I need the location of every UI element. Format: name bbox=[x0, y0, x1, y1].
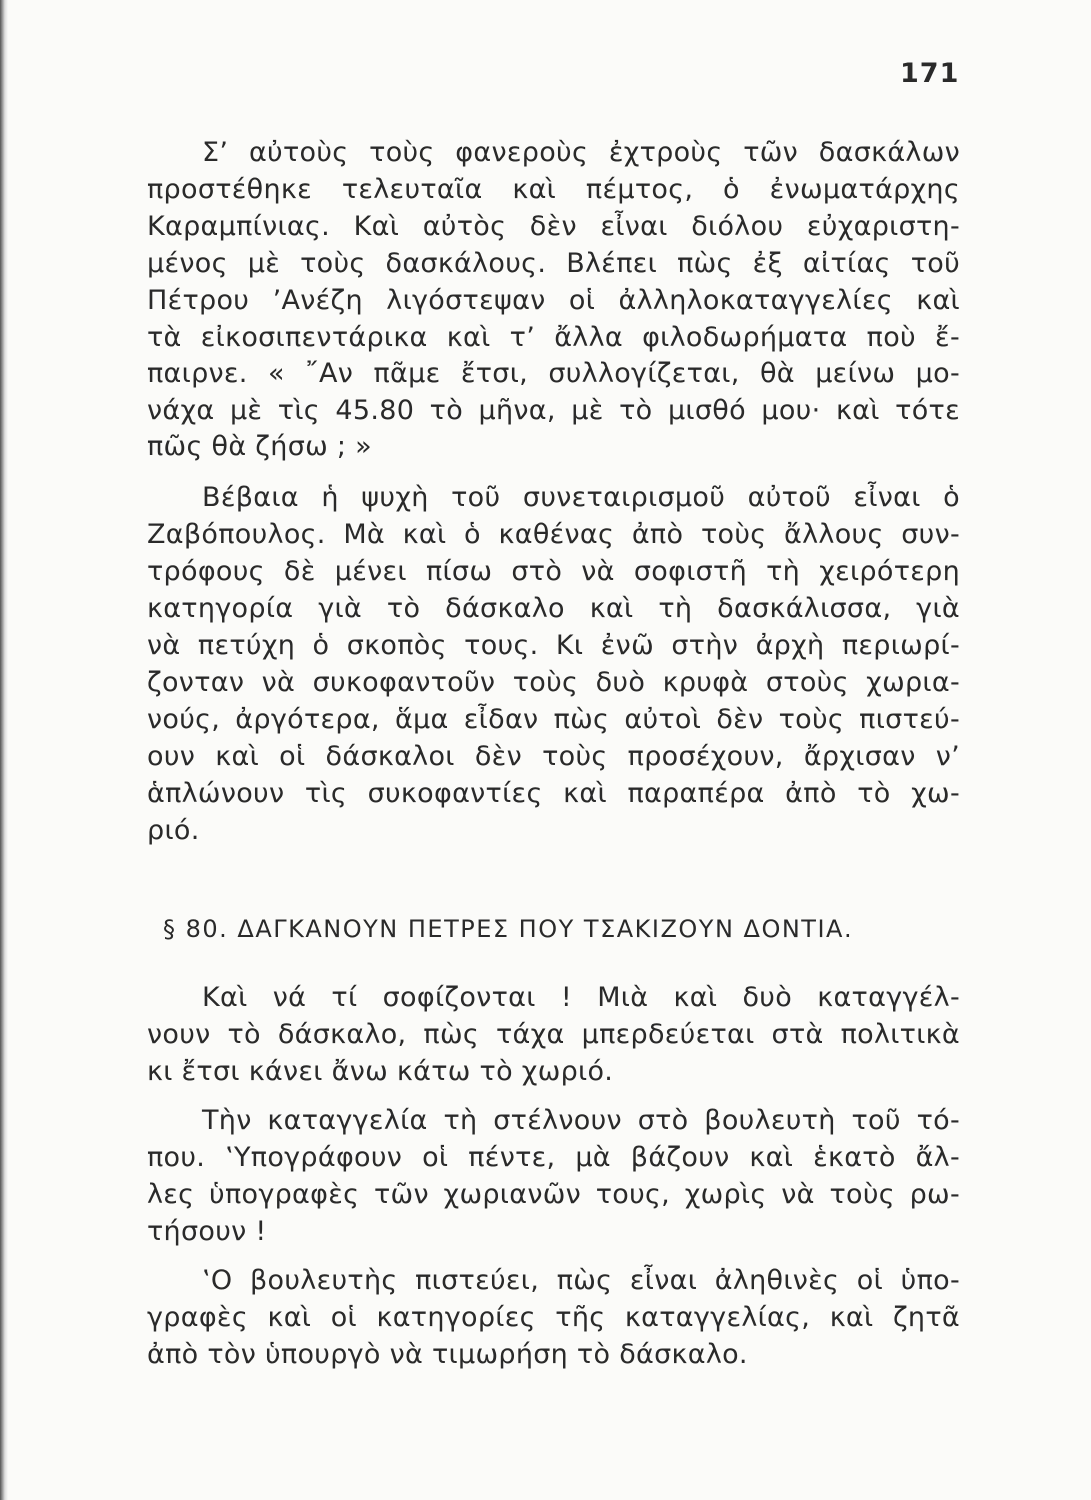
text-line: λες ὑπογραφὲς τῶν χωριανῶν τους, χωρὶς νὰ τοὺς ρω- bbox=[147, 1179, 960, 1210]
text-line: ζονταν νὰ συκοφαντοῦν τοὺς δυὸ κρυφὰ στοὺς χωρια- bbox=[147, 667, 960, 698]
text-line: νάχα μὲ τὶς 45.80 τὸ μῆνα, μὲ τὸ μισθό μου· καὶ τότε bbox=[147, 395, 960, 426]
text-line: κι ἔτσι κάνει ἄνω κάτω τὸ χωριό. bbox=[147, 1056, 614, 1087]
text-line: Βέβαια ἡ ψυχὴ τοῦ συνεταιρισμοῦ αὐτοῦ εἶναι ὁ bbox=[202, 482, 960, 513]
text-line: Πέτρου ’Ανέζη λιγόστεψαν οἱ ἀλληλοκαταγγελίες καὶ bbox=[147, 285, 960, 316]
text-line: νὰ πετύχη ὁ σκοπὸς τους. Κι ἐνῶ στὴν ἀρχὴ περιωρί- bbox=[147, 630, 960, 661]
section-heading: § 80. ΔΑΓΚΑΝΟΥΝ ΠΕΤΡΕΣ ΠΟΥ ΤΣΑΚΙΖΟΥΝ ΔΟΝΤΙΑ. bbox=[163, 915, 854, 943]
text-line: πῶς θὰ ζήσω ; » bbox=[147, 431, 372, 462]
text-line: ἀπὸ τὸν ὑπουργὸ νὰ τιμωρήση τὸ δάσκαλο. bbox=[147, 1339, 748, 1370]
text-line: τήσουν ! bbox=[147, 1216, 267, 1247]
text-line: προστέθηκε τελευταῖα καὶ πέμτος, ὁ ἐνωματάρχης bbox=[147, 174, 960, 205]
text-line: Καὶ νά τί σοφίζονται ! Μιὰ καὶ δυὸ καταγγέλ- bbox=[202, 982, 960, 1013]
text-line: νούς, ἀργότερα, ἅμα εἶδαν πὼς αὐτοὶ δὲν τοὺς πιστεύ- bbox=[147, 704, 960, 735]
page-binding-edge bbox=[0, 0, 8, 1500]
text-line: Σ’ αὐτοὺς τοὺς φανεροὺς ἐχτροὺς τῶν δασκάλων bbox=[202, 137, 960, 168]
text-line: τὰ εἰκοσιπεντάρικα καὶ τ’ ἄλλα φιλοδωρήματα ποὺ ἔ- bbox=[147, 322, 960, 353]
text-line: τρόφους δὲ μένει πίσω στὸ νὰ σοφιστῆ τὴ χειρότερη bbox=[147, 556, 960, 587]
text-line: Καραμπίνιας. Καὶ αὐτὸς δὲν εἶναι διόλου εὐχαριστη- bbox=[147, 211, 960, 242]
text-line: ριό. bbox=[147, 815, 200, 846]
text-line: ουν καὶ οἱ δάσκαλοι δὲν τοὺς προσέχουν, ἄρχισαν ν’ bbox=[147, 741, 960, 772]
text-line: νουν τὸ δάσκαλο, πὼς τάχα μπερδεύεται στὰ πολιτικὰ bbox=[147, 1019, 960, 1050]
text-line: γραφὲς καὶ οἱ κατηγορίες τῆς καταγγελίας, καὶ ζητᾶ bbox=[147, 1302, 960, 1333]
text-line: κατηγορία γιὰ τὸ δάσκαλο καὶ τὴ δασκάλισσα, γιὰ bbox=[147, 593, 960, 624]
text-line: Τὴν καταγγελία τὴ στέλνουν στὸ βουλευτὴ τοῦ τό- bbox=[202, 1105, 960, 1136]
text-line: Ζαβόπουλος. Μὰ καὶ ὁ καθένας ἀπὸ τοὺς ἄλλους συν- bbox=[147, 519, 960, 550]
text-line: παιρνε. « ῎Αν πᾶμε ἔτσι, συλλογίζεται, θὰ μείνω μο- bbox=[147, 358, 960, 389]
page-number: 171 bbox=[900, 58, 960, 89]
text-line: ἁπλώνουν τὶς συκοφαντίες καὶ παραπέρα ἀπὸ τὸ χω- bbox=[147, 778, 960, 809]
text-line: που. ‛Υπογράφουν οἱ πέντε, μὰ βάζουν καὶ ἑκατὸ ἄλ- bbox=[147, 1142, 960, 1173]
text-line: μένος μὲ τοὺς δασκάλους. Βλέπει πὼς ἐξ αἰτίας τοῦ bbox=[147, 248, 960, 279]
text-line: ‛Ο βουλευτὴς πιστεύει, πὼς εἶναι ἀληθινὲς οἱ ὑπο- bbox=[202, 1265, 960, 1296]
